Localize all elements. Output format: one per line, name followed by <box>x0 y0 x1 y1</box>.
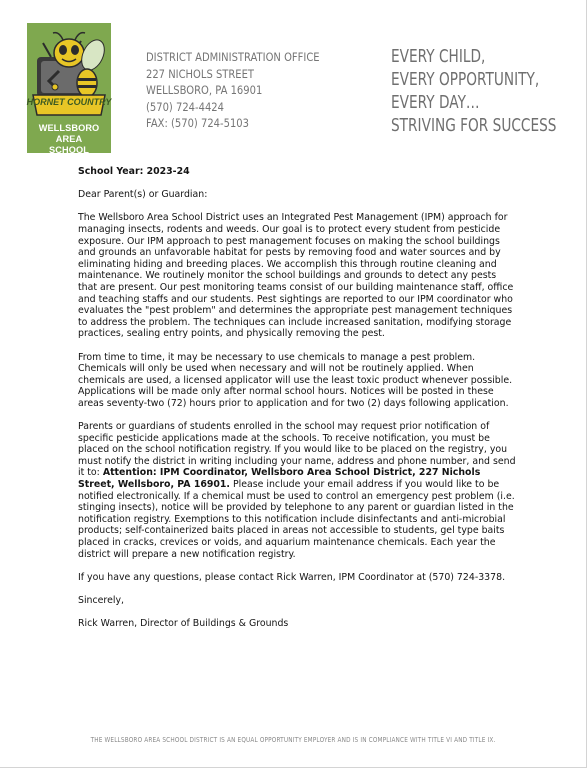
registry-text: Parents or guardians of students enrolled in the school may request prior notification of specific pesticide applications made at the schools. To receive notification, you must be placed on the school notification registry. If you would like to be placed on the registry, you must notify the district in writing including your name, address and phone number, and send it to: <box>78 421 516 479</box>
paragraph-chemical-use: From time to time, it may be necessary to use chemicals to manage a pest problem. Chemicals will only be used when necessary and will not be routinely applied. When chemicals are used, a licensed applicator will use the least toxic product whenever possible. Applications will be made only after normal school hours. Notices will be posted in these areas seventy-two (72) hours prior to application and for two (2) days following application. <box>78 351 513 409</box>
motto-line: EVERY DAY… <box>391 92 480 113</box>
city-state-zip: WELLSBORO, PA 16901 <box>146 83 263 98</box>
letter-body <box>78 166 518 641</box>
registry-text-continued: Please include your email address if you would like to be notified electronically. If a chemical must be used to control an emergency pest problem (i.e. stinging insects), notice will be provided by telephone to any parent or guardian listed in the notification registry. Exemptions to this notification include disinfectants and anti-microbial products; self-containerized baits placed in areas not accessible to students, gel type baits placed in cracks, crevices or voids, and aquarium maintenance chemicals. Each year the district will prepare a new notification registry. <box>78 479 515 560</box>
logo-caption-line: SCHOOL DISTRICT <box>47 145 91 166</box>
school-year-heading: School Year: 2023-24 <box>78 166 190 177</box>
paragraph-contact: If you have any questions, please contact Rick Warren, IPM Coordinator at (570) 724-3378. <box>78 571 506 583</box>
motto-line: STRIVING FOR SUCCESS <box>391 115 557 136</box>
equal-opportunity-footer <box>0 735 587 744</box>
paragraph-ipm-approach: The Wellsboro Area School District uses an Integrated Pest Management (IPM) approach for managing insects, rodents and weeds. Our goal is to protect every student from pesticide exposure. Our IPM approach to pest management focuses on making the school buildings and grounds an unfavorable habitat for pests by removing food and water sources and by eliminating hiding and breeding places. We accomplish this through routine cleaning and maintenance. We routinely monitor the school buildings and grounds to detect any pests that are present. Our pest monitoring teams consist of our building maintenance staff, office and teaching staffs and our students. Pest sightings are reported to our IPM coordinator who evaluates the "pest problem" and determines the appropriate pest management techniques to address the problem. The techniques can include increased sanitation, modifying storage practices, sealing entry points, and physically removing the pest. <box>78 212 514 340</box>
fax-number: FAX: (570) 724-5103 <box>146 116 249 131</box>
district-motto <box>391 45 556 137</box>
ipm-coordinator-address: Attention: IPM Coordinator, Wellsboro Area School District, 227 Nichols Street, Wellsboro, PA 16901. <box>78 467 481 491</box>
paragraph-notification-registry <box>78 421 518 560</box>
logo-caption <box>27 123 111 167</box>
letter-closing: Sincerely, <box>78 594 124 606</box>
district-logo <box>26 23 112 166</box>
letter-signature: Rick Warren, Director of Buildings & Grounds <box>78 618 289 630</box>
hornet-mascot-icon <box>26 25 112 121</box>
motto-line: EVERY CHILD, <box>391 46 486 67</box>
logo-caption-line: WELLSBORO AREA <box>38 123 100 144</box>
district-contact-block <box>146 49 320 132</box>
letter-greeting: Dear Parent(s) or Guardian: <box>78 189 208 201</box>
street-address: 227 NICHOLS STREET <box>146 66 255 81</box>
footer-text: THE WELLSBORO AREA SCHOOL DISTRICT IS AN EQUAL OPPORTUNITY EMPLOYER AND IS IN COMPLIANCE WITH TITLE VI AND TITLE IX. <box>91 735 496 744</box>
office-name: DISTRICT ADMINISTRATION OFFICE <box>146 50 320 64</box>
motto-line: EVERY OPPORTUNITY, <box>391 69 540 90</box>
phone-number: (570) 724-4424 <box>146 99 224 114</box>
svg-text:HORNET COUNTRY: HORNET COUNTRY <box>26 97 112 107</box>
